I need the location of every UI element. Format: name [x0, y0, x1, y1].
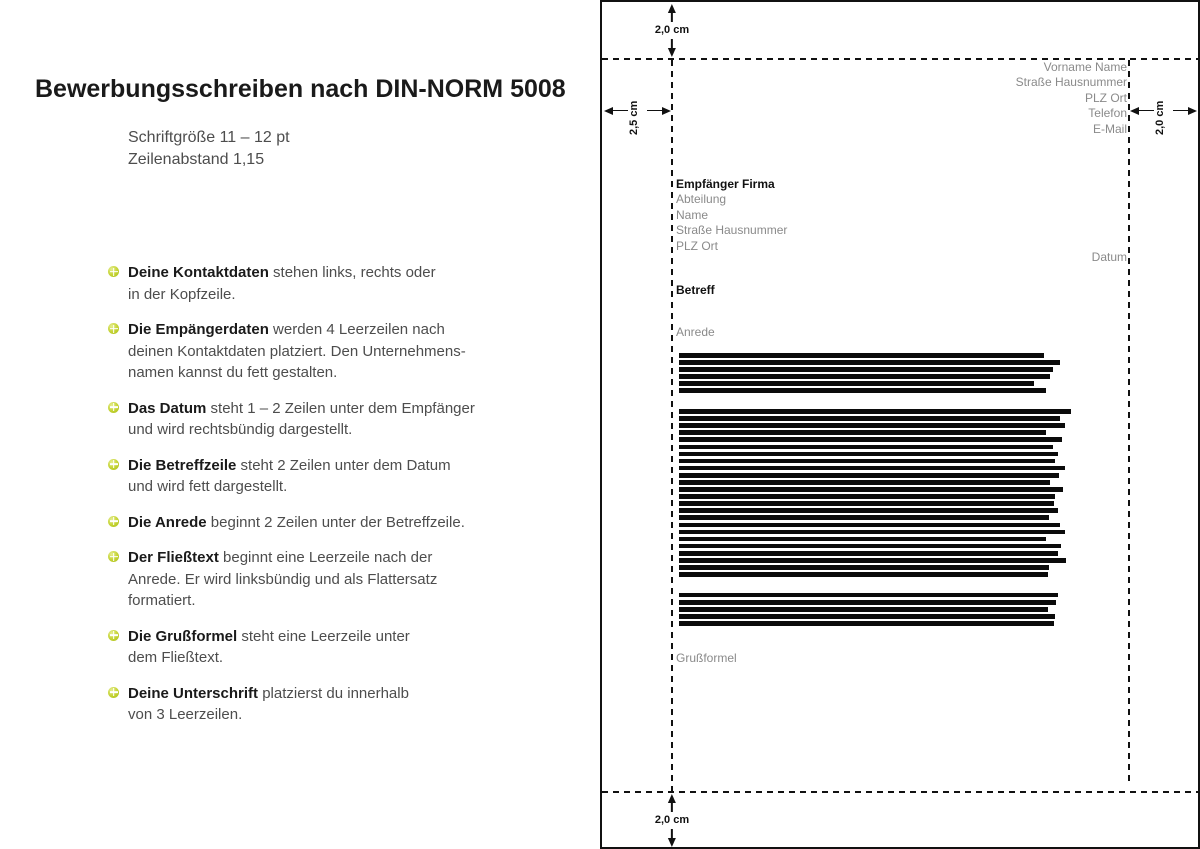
sender-street: Straße Hausnummer [1015, 75, 1127, 90]
redacted-text-line [679, 494, 1055, 499]
redacted-text-line [679, 381, 1034, 386]
arrow-line [671, 803, 673, 812]
bullet-item [108, 262, 578, 305]
bullet-text: Die Betreffzeile steht 2 Zeilen unter dem Datum und wird fett dargestellt. [128, 456, 451, 495]
right-margin-label: 2,0 cm [1154, 100, 1166, 135]
bullet-item [108, 626, 578, 669]
closing-placeholder: Grußformel [676, 651, 737, 665]
date-placeholder: Datum [1091, 250, 1127, 264]
bullet-item [108, 512, 578, 534]
left-margin-arrow-outer [604, 106, 628, 115]
right-margin-arrow-outer [1173, 106, 1197, 115]
recipient-name: Name [676, 207, 709, 222]
redacted-text-line [679, 459, 1055, 464]
arrow-left-icon [604, 107, 613, 115]
bullet-item [108, 319, 578, 384]
arrow-line [613, 110, 628, 112]
arrow-up-icon [668, 4, 676, 13]
bullet-item [108, 455, 578, 498]
redacted-text-line [679, 508, 1058, 513]
redacted-text-line [679, 593, 1058, 598]
subject-placeholder: Betreff [676, 283, 715, 297]
bullet-text: Die Empängerdaten werden 4 Leerzeilen nach deinen Kontaktdaten platziert. Den Unternehmens- namen kannst du fett gestalten. [128, 321, 466, 381]
arrow-line [647, 110, 662, 112]
left-margin-guide-line [671, 60, 673, 791]
arrow-line [671, 829, 673, 838]
redacted-text-line [679, 501, 1054, 506]
right-margin-guide-line [1128, 60, 1130, 784]
redacted-text-line [679, 600, 1056, 605]
redacted-text-line [679, 409, 1071, 414]
arrow-up-icon [668, 794, 676, 803]
arrow-line [671, 39, 673, 48]
sender-name: Vorname Name [1043, 60, 1127, 74]
redacted-text-line [679, 558, 1066, 563]
arrow-line [1139, 110, 1154, 112]
top-margin-label: 2,0 cm [654, 24, 690, 36]
redacted-text-line [679, 430, 1046, 435]
redacted-text-line [679, 437, 1062, 442]
redacted-text-line [679, 607, 1048, 612]
redacted-text-line [679, 621, 1054, 626]
sender-block [1016, 60, 1127, 137]
letter-body-text [679, 353, 1071, 642]
bottom-margin-annotation [655, 794, 689, 847]
redacted-text-line [679, 544, 1061, 549]
plus-sphere-icon [108, 323, 119, 334]
redacted-text-line [679, 452, 1058, 457]
right-margin-arrow-inner [1130, 106, 1154, 115]
redacted-text-line [679, 466, 1065, 471]
body-paragraph [679, 409, 1071, 577]
bottom-margin-label: 2,0 cm [654, 814, 690, 826]
arrow-down-icon [668, 838, 676, 847]
top-margin-annotation [655, 4, 689, 57]
arrow-left-icon [1130, 107, 1139, 115]
redacted-text-line [679, 374, 1050, 379]
left-margin-arrow-inner [647, 106, 671, 115]
arrow-right-icon [662, 107, 671, 115]
redacted-text-line [679, 537, 1046, 542]
bullet-text: Das Datum steht 1 – 2 Zeilen unter dem Empfänger und wird rechtsbündig dargestellt. [128, 399, 475, 438]
arrow-right-icon [1188, 107, 1197, 115]
arrow-line [671, 13, 673, 22]
subtitle-line-line-spacing: Zeilenabstand 1,15 [128, 151, 265, 168]
plus-sphere-icon [108, 459, 119, 470]
recipient-block [676, 177, 787, 254]
plus-sphere-icon [108, 630, 119, 641]
body-paragraph [679, 593, 1071, 626]
redacted-text-line [679, 523, 1060, 528]
redacted-text-line [679, 572, 1048, 577]
letter-preview [600, 0, 1200, 849]
sender-city: PLZ Ort [1084, 90, 1127, 105]
bullet-item [108, 398, 578, 441]
redacted-text-line [679, 551, 1058, 556]
bullet-text: Der Fließtext beginnt eine Leerzeile nach der Anrede. Er wird linksbündig und als Flattersatz formatiert. [128, 549, 438, 609]
plus-sphere-icon [108, 687, 119, 698]
recipient-city: PLZ Ort [676, 238, 719, 253]
plus-sphere-icon [108, 551, 119, 562]
plus-sphere-icon [108, 402, 119, 413]
left-margin-label: 2,5 cm [628, 100, 640, 135]
subtitle-line-font-size: Schriftgröße 11 – 12 pt [128, 129, 290, 146]
arrow-down-icon [668, 48, 676, 57]
body-paragraph [679, 353, 1071, 393]
bullet-item [108, 547, 578, 612]
bullet-text: Deine Kontaktdaten stehen links, rechts oder in der Kopfzeile. [128, 264, 436, 303]
sender-phone: Telefon [1088, 106, 1127, 121]
salutation-placeholder: Anrede [676, 325, 715, 339]
redacted-text-line [679, 515, 1049, 520]
redacted-text-line [679, 565, 1049, 570]
subtitle [128, 127, 290, 171]
redacted-text-line [679, 473, 1059, 478]
redacted-text-line [679, 530, 1065, 535]
bullet-list [108, 262, 578, 740]
redacted-text-line [679, 445, 1053, 450]
redacted-text-line [679, 353, 1044, 358]
redacted-text-line [679, 360, 1060, 365]
bullet-item [108, 683, 578, 726]
recipient-department: Abteilung [676, 192, 727, 207]
bullet-text: Deine Unterschrift platzierst du innerhalb von 3 Leerzeilen. [128, 684, 409, 723]
plus-sphere-icon [108, 516, 119, 527]
redacted-text-line [679, 487, 1063, 492]
arrow-line [1173, 110, 1188, 112]
redacted-text-line [679, 614, 1055, 619]
bullet-text: Die Grußformel steht eine Leerzeile unter dem Fließtext. [128, 627, 410, 666]
redacted-text-line [679, 480, 1050, 485]
redacted-text-line [679, 423, 1065, 428]
page-title: Bewerbungsschreiben nach DIN-NORM 5008 [35, 75, 566, 103]
sender-email: E-Mail [1092, 121, 1127, 136]
bottom-margin-guide-line [602, 791, 1198, 793]
redacted-text-line [679, 367, 1053, 372]
redacted-text-line [679, 388, 1046, 393]
recipient-street: Straße Hausnummer [676, 223, 788, 238]
redacted-text-line [679, 416, 1060, 421]
bullet-text: Die Anrede beginnt 2 Zeilen unter der Betreffzeile. [128, 513, 465, 531]
plus-sphere-icon [108, 266, 119, 277]
recipient-company: Empfänger Firma [676, 177, 775, 191]
